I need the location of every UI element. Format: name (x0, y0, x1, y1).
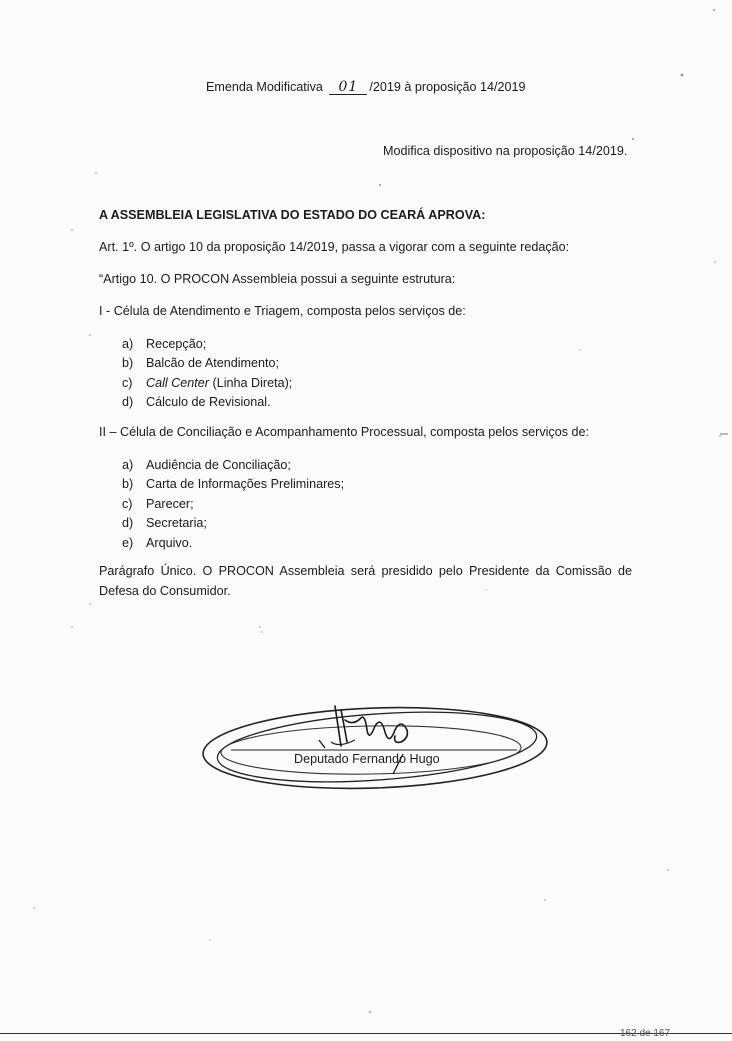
list-item (122, 374, 292, 393)
list-marker: b) (122, 356, 134, 371)
title-prefix: Emenda Modificativa (206, 80, 323, 94)
list-item-text: Carta de Informações Preliminares; (146, 477, 345, 492)
list-item-italic-text: Call Center (146, 375, 209, 390)
list-item (122, 514, 344, 533)
assembly-heading: A ASSEMBLEIA LEGISLATIVA DO ESTADO DO CEARÁ APROVA: (99, 208, 486, 222)
signature-stamp-graphic (195, 690, 555, 810)
sole-paragraph: Parágrafo Único. O PROCON Assembleia será presidido pelo Presidente da Comissão de Defesa do Consumidor. (99, 564, 632, 598)
list-marker: e) (122, 535, 134, 550)
list-item-text: Cálculo de Revisional. (146, 395, 271, 410)
section-2-list (122, 456, 344, 553)
list-marker: c) (122, 496, 133, 511)
list-item (122, 475, 344, 494)
section-1-heading: I - Célula de Atendimento e Triagem, composta pelos serviços de: (99, 304, 466, 318)
list-marker: a) (122, 337, 134, 351)
list-item-text: Arquivo. (146, 535, 193, 550)
list-item-text: Parecer; (146, 496, 194, 511)
list-item-text: Balcão de Atendimento; (146, 356, 280, 371)
page-number: 162 de 167 (620, 1028, 671, 1039)
list-item-text: Secretaria; (146, 516, 207, 531)
handwritten-amendment-number: 01 (329, 80, 367, 95)
list-item-text: (Linha Direta); (209, 375, 293, 390)
list-item-text: Audiência de Conciliação; (146, 458, 291, 472)
list-item (122, 534, 344, 553)
signature-block (195, 690, 555, 810)
section-1-list (122, 335, 292, 413)
list-item (122, 456, 344, 475)
list-marker: d) (122, 395, 134, 410)
list-item (122, 335, 292, 354)
list-marker: b) (122, 477, 134, 492)
amendment-title (206, 79, 526, 95)
list-item (122, 393, 292, 412)
article-10-text: “Artigo 10. O PROCON Assembleia possui a seguinte estrutura: (99, 272, 456, 286)
amendment-subtitle: Modifica dispositivo na proposição 14/2019. (383, 144, 628, 158)
article-1-text: Art. 1º. O artigo 10 da proposição 14/2019, passa a vigorar com a seguinte redação: (99, 240, 570, 254)
list-item (122, 495, 344, 514)
list-item-text: Recepção; (146, 337, 207, 351)
list-marker: d) (122, 516, 134, 531)
signer-name: Deputado Fernando Hugo (294, 752, 440, 766)
list-marker: c) (122, 375, 133, 390)
list-marker: a) (122, 458, 134, 472)
section-2-heading: II – Célula de Conciliação e Acompanhamento Processual, composta pelos serviços de: (99, 425, 590, 439)
title-suffix: /2019 à proposição 14/2019 (369, 80, 526, 94)
list-item (122, 354, 292, 373)
